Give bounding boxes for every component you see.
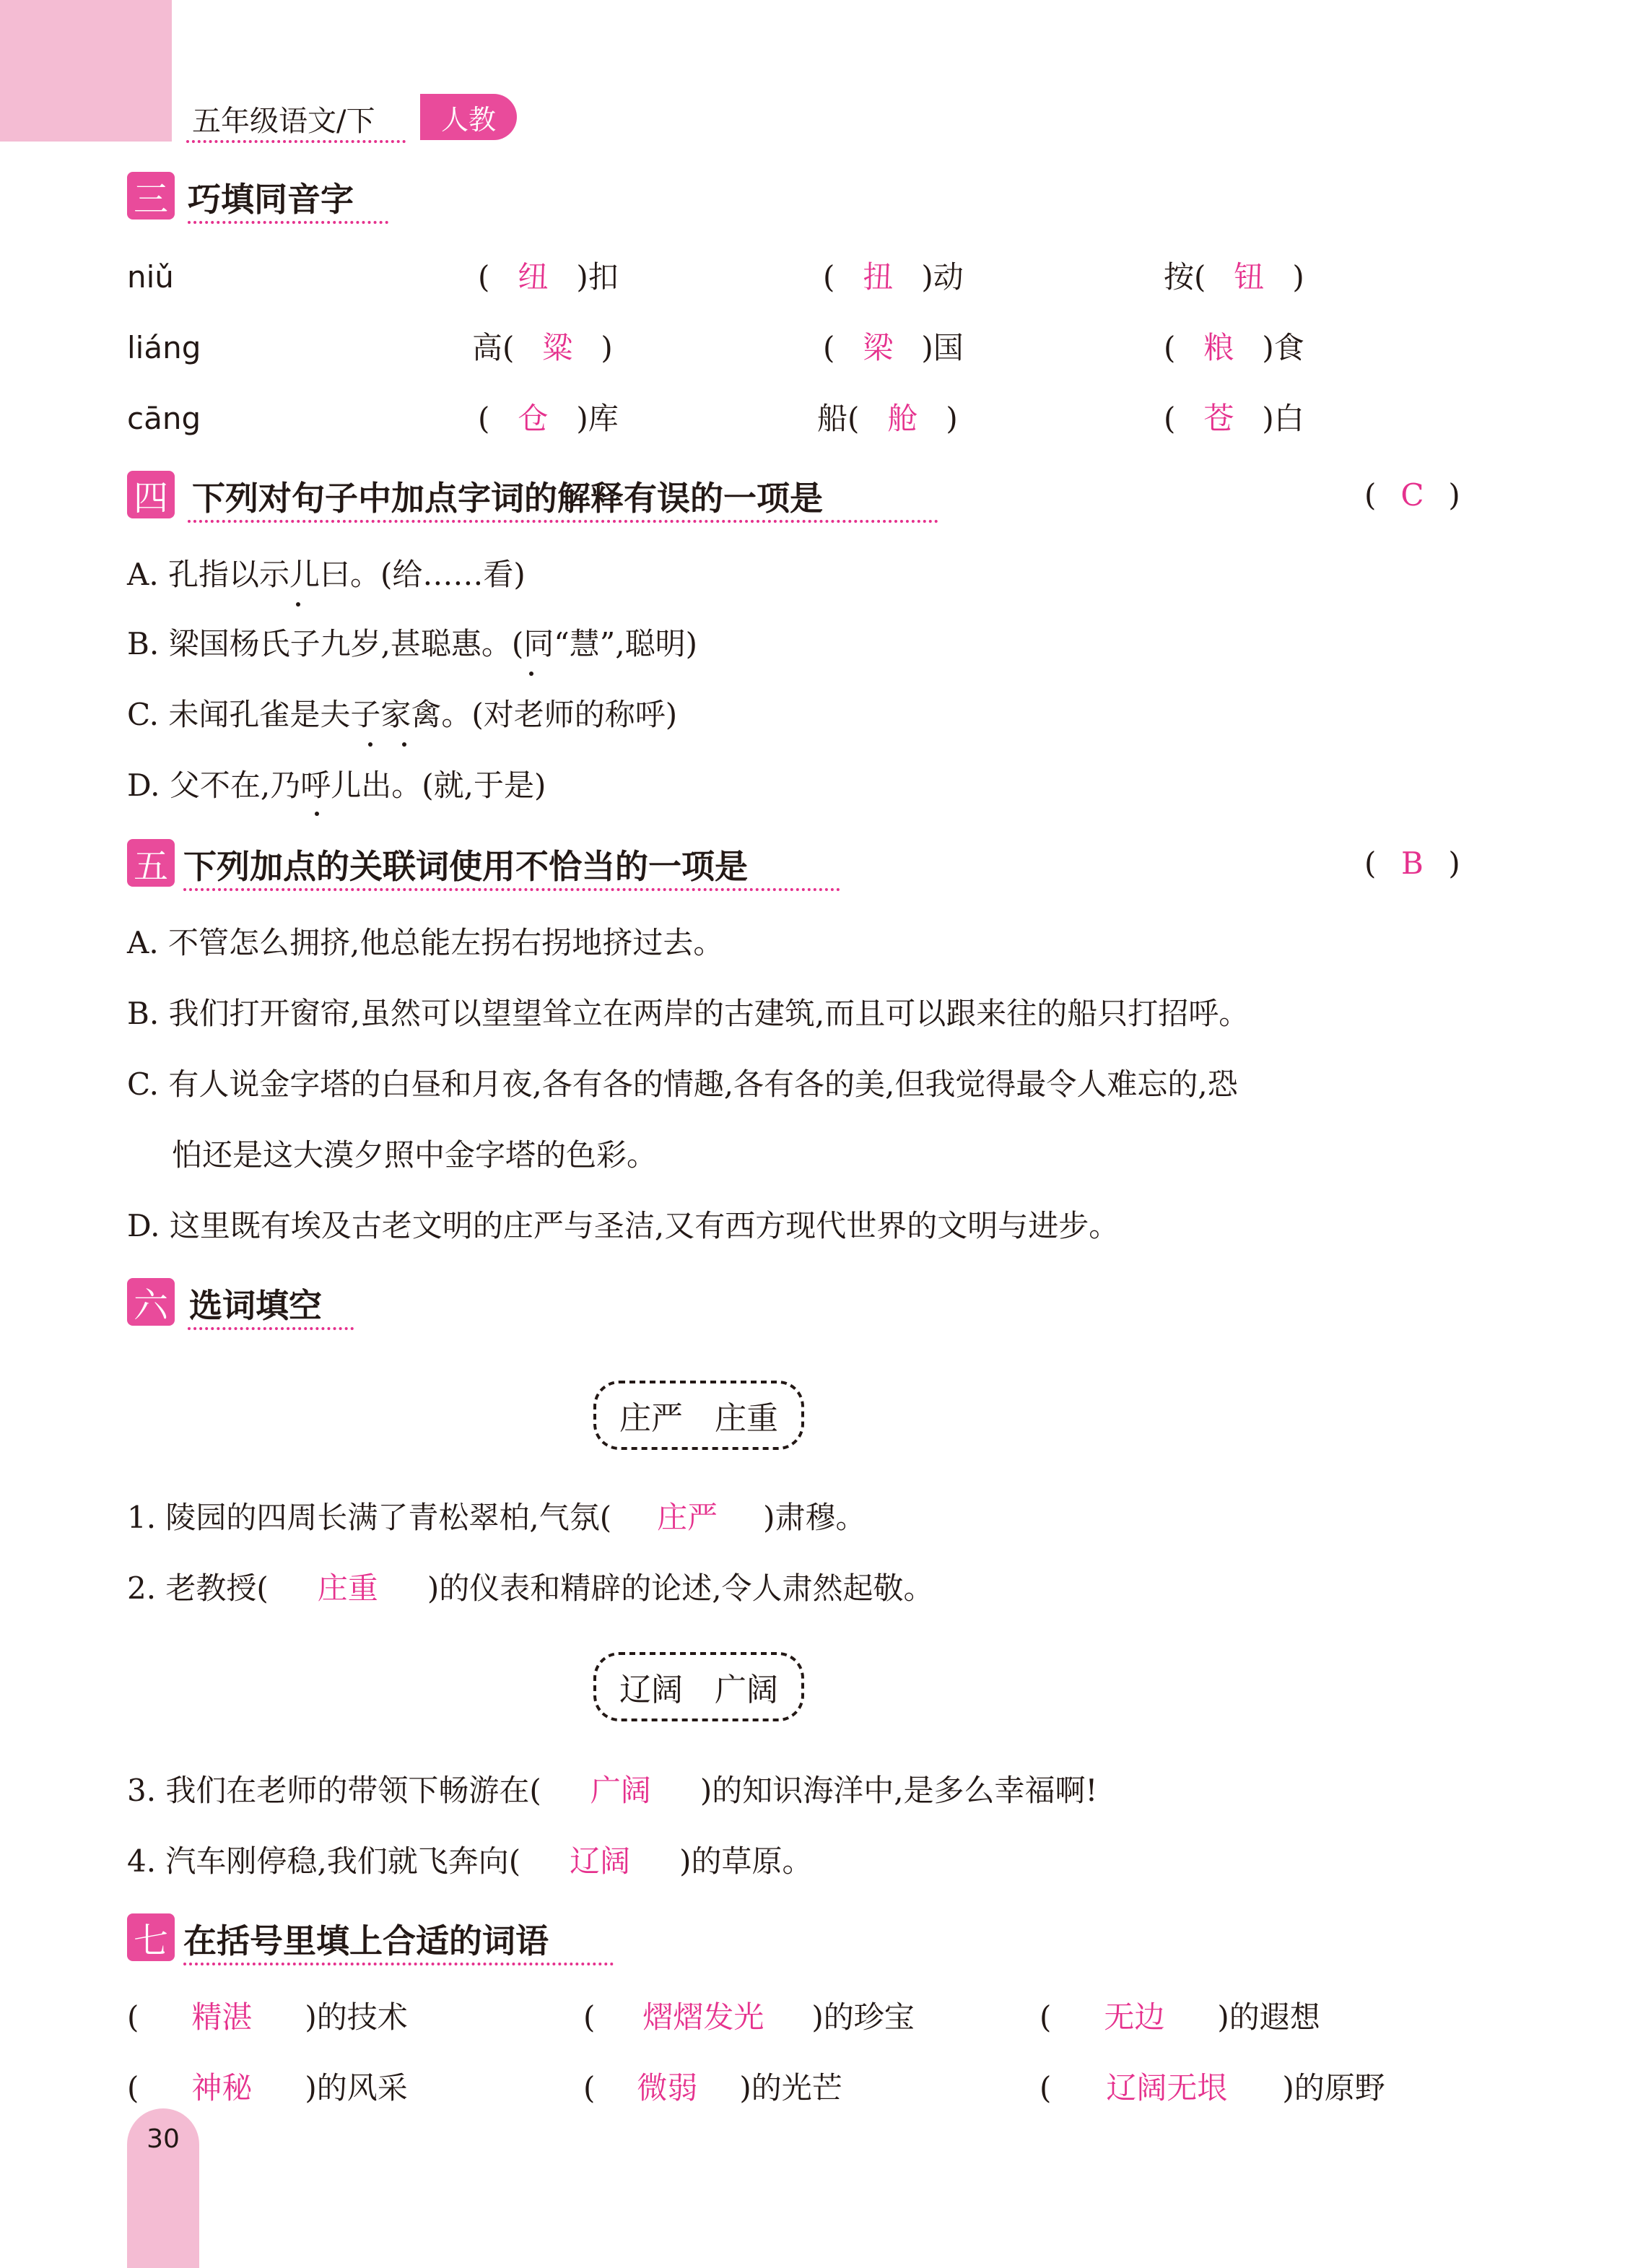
option-b: B. 梁国杨氏子九岁,甚聪惠。(同“慧”,聪明) — [127, 626, 697, 661]
answer[interactable]: 梁 — [863, 330, 894, 365]
section-5-answer-bracket: ( B ) — [1364, 842, 1460, 885]
section-5-number: 五 — [127, 839, 175, 887]
answer[interactable]: 神秘 — [191, 2070, 253, 2106]
page-number: 30 — [147, 2124, 180, 2154]
word-choices: 庄严 庄重 — [619, 1400, 778, 1437]
section-4-number: 四 — [127, 471, 175, 518]
section-3-underline — [188, 221, 388, 224]
fill-sentence-4: 4. 汽车刚停稳,我们就飞奔向( 辽阔 )的草原。 — [127, 1840, 813, 1883]
fill-phrase: ( 辽阔无垠 )的原野 — [1040, 2067, 1385, 2110]
answer[interactable]: 辽阔 — [570, 1843, 631, 1879]
pinyin: cāng — [127, 401, 201, 436]
fill-item: ( 扭 )动 — [823, 256, 964, 299]
answer[interactable]: 扭 — [863, 259, 894, 295]
fill-item: 按( 钮 ) — [1164, 256, 1304, 299]
fill-phrase: ( 精湛 )的技术 — [127, 1996, 408, 2039]
answer[interactable]: 庄重 — [317, 1570, 378, 1606]
fill-item: ( 苍 )白 — [1164, 397, 1304, 440]
emphasis-dot — [402, 742, 406, 747]
fill-phrase: ( 神秘 )的风采 — [127, 2067, 408, 2110]
pinyin: niǔ — [127, 259, 174, 295]
option-c: C. 有人说金字塔的白昼和月夜,各有各的情趣,各有各的美,但我觉得最令人难忘的,恐 — [127, 1066, 1238, 1102]
word-choices: 辽阔 广阔 — [619, 1672, 778, 1708]
section-7-underline — [183, 1963, 614, 1965]
emphasis-dot — [296, 602, 300, 607]
answer[interactable]: 粱 — [542, 330, 573, 365]
section-6-underline — [188, 1327, 354, 1330]
pinyin: liáng — [127, 330, 201, 365]
option-d: D. 这里既有埃及古老文明的庄严与圣洁,又有西方现代世界的文明与进步。 — [127, 1208, 1120, 1243]
option-a: A. 孔指以示儿曰。(给……看) — [127, 557, 526, 592]
emphasis-dot — [529, 672, 533, 676]
answer[interactable]: 纽 — [518, 259, 549, 295]
fill-phrase: ( 熠熠发光 )的珍宝 — [583, 1996, 915, 2039]
section-6-number: 六 — [127, 1278, 175, 1326]
option-c-continued: 怕还是这大漠夕照中金字塔的色彩。 — [172, 1137, 658, 1173]
answer[interactable]: 广阔 — [590, 1773, 651, 1808]
answer[interactable]: B — [1400, 846, 1424, 881]
fill-item: ( 纽 )扣 — [478, 256, 619, 299]
fill-sentence-2: 2. 老教授( 庄重 )的仪表和精辟的论述,令人肃然起敬。 — [127, 1567, 934, 1610]
section-5-underline — [183, 888, 840, 891]
section-3-number: 三 — [127, 172, 175, 220]
section-5-title: 下列加点的关联词使用不恰当的一项是 — [183, 847, 748, 886]
emphasis-dot — [368, 742, 372, 747]
option-a: A. 不管怎么拥挤,他总能左拐右拐地挤过去。 — [127, 925, 724, 960]
fill-sentence-1: 1. 陵园的四周长满了青松翠柏,气氛( 庄严 )肃穆。 — [127, 1496, 866, 1539]
section-3-title: 巧填同音字 — [188, 180, 354, 219]
fill-phrase: ( 无边 )的遐想 — [1040, 1996, 1320, 2039]
section-7-number: 七 — [127, 1913, 175, 1961]
answer[interactable]: 庄严 — [657, 1500, 718, 1535]
fill-phrase: ( 微弱 )的光芒 — [583, 2067, 842, 2110]
section-7-title: 在括号里填上合适的词语 — [183, 1921, 549, 1960]
emphasis-dot — [315, 812, 319, 816]
answer[interactable]: 精湛 — [191, 1999, 253, 2035]
fill-item: 高( 粱 ) — [472, 326, 613, 370]
fill-sentence-3: 3. 我们在老师的带领下畅游在( 广阔 )的知识海洋中,是多么幸福啊! — [127, 1769, 1097, 1812]
answer[interactable]: 仓 — [518, 401, 549, 436]
answer[interactable]: 熠熠发光 — [642, 1999, 764, 2035]
section-4-title: 下列对句子中加点字词的解释有误的一项是 — [192, 479, 823, 518]
answer[interactable]: 辽阔无垠 — [1106, 2070, 1228, 2106]
header-pink-tab — [0, 0, 172, 142]
answer[interactable]: 无边 — [1104, 1999, 1165, 2035]
option-d: D. 父不在,乃呼儿出。(就,于是) — [127, 768, 546, 803]
answer[interactable]: 舱 — [887, 401, 918, 436]
section-4-answer-bracket: ( C ) — [1364, 474, 1460, 517]
fill-item: ( 梁 )国 — [823, 326, 964, 370]
answer[interactable]: C — [1400, 477, 1424, 513]
answer[interactable]: 苍 — [1203, 401, 1234, 436]
section-6-title: 选词填空 — [189, 1286, 322, 1325]
answer[interactable]: 钮 — [1234, 259, 1265, 295]
option-c: C. 未闻孔雀是夫子家禽。(对老师的称呼) — [127, 697, 678, 732]
fill-item: ( 仓 )库 — [478, 397, 619, 440]
section-4-underline — [188, 520, 938, 523]
word-choice-box-2 — [589, 1648, 809, 1726]
book-title: 五年级语文/下 — [192, 105, 375, 138]
edition-badge: 人教 — [420, 94, 517, 140]
answer[interactable]: 粮 — [1203, 330, 1234, 365]
header-underline — [186, 140, 406, 143]
word-choice-box-1 — [589, 1376, 809, 1454]
option-b: B. 我们打开窗帘,虽然可以望望耸立在两岸的古建筑,而且可以跟来往的船只打招呼。 — [127, 996, 1250, 1031]
fill-item: 船( 舱 ) — [817, 397, 958, 440]
answer[interactable]: 微弱 — [637, 2070, 698, 2106]
fill-item: ( 粮 )食 — [1164, 326, 1304, 370]
